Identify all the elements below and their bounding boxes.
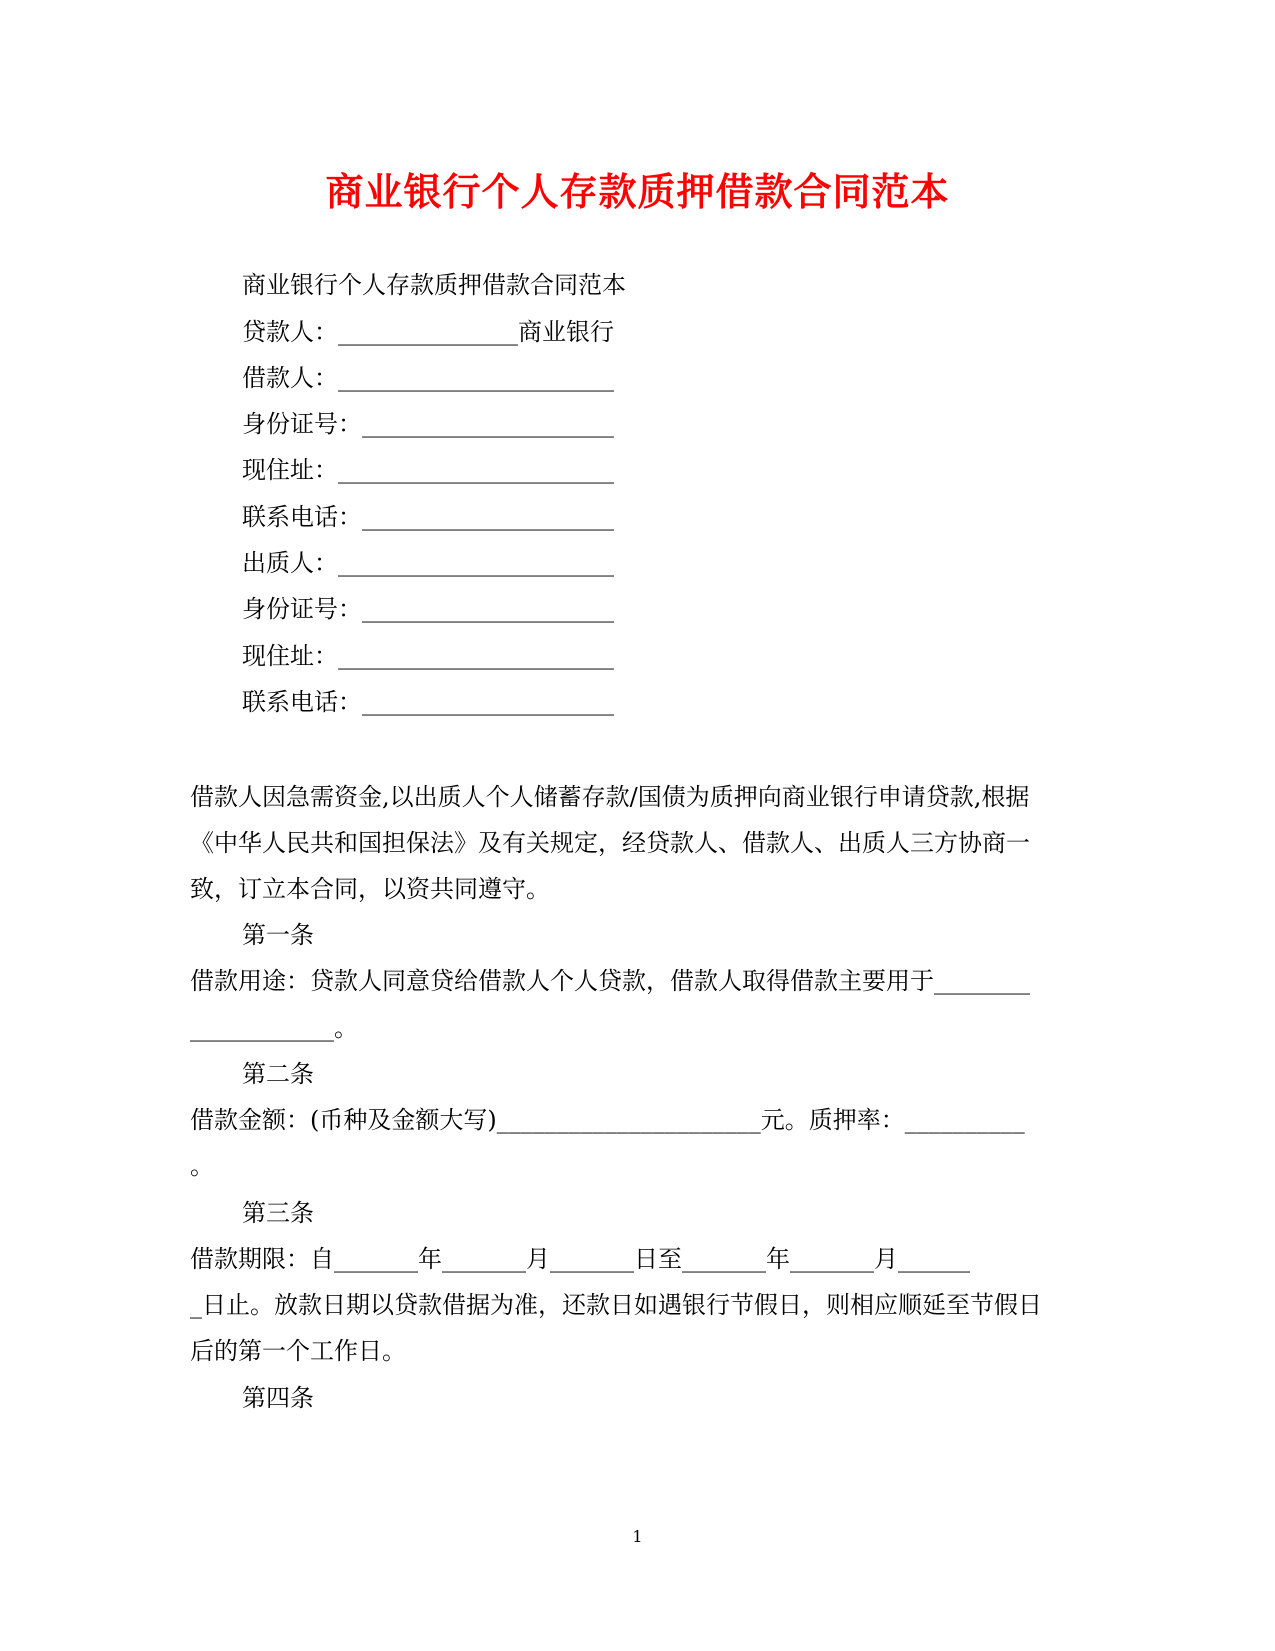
paragraph-line: 借款人因急需资金,以出质人个人储蓄存款/国债为质押向商业银行申请贷款,根据 — [190, 783, 1030, 811]
article-heading: 第四条 — [242, 1384, 314, 1412]
party-line: 联系电话：_____________________ — [242, 503, 614, 531]
party-line: 商业银行个人存款质押借款合同范本 — [242, 271, 626, 299]
article-heading: 第二条 — [242, 1060, 314, 1088]
party-line: 现住址：_______________________ — [242, 456, 614, 484]
party-line: 身份证号：_____________________ — [242, 410, 614, 438]
article-line: 借款期限：自_______年_______月_______日至_______年_______月______ — [190, 1245, 970, 1273]
page-number: 1 — [632, 1527, 643, 1546]
article-line: ____________。 — [190, 1014, 358, 1042]
party-line: 现住址：_______________________ — [242, 642, 614, 670]
party-line: 借款人：_______________________ — [242, 364, 614, 392]
article-heading: 第三条 — [242, 1199, 314, 1227]
party-line: 贷款人：_______________商业银行 — [242, 318, 614, 346]
party-line: 出质人：_______________________ — [242, 549, 614, 577]
article-line: _日止。放款日期以贷款借据为准，还款日如遇银行节假日，则相应顺延至节假日 — [190, 1291, 1042, 1319]
article-line: 后的第一个工作日。 — [190, 1337, 406, 1365]
article-line: 借款金额：(币种及金额大写)______________________元。质押率：__________ — [190, 1106, 1025, 1134]
article-line: 。 — [190, 1152, 214, 1180]
document-title: 商业银行个人存款质押借款合同范本 — [325, 169, 950, 214]
paragraph-line: 致，订立本合同，以资共同遵守。 — [190, 875, 550, 903]
party-line: 联系电话：_____________________ — [242, 688, 614, 716]
party-line: 身份证号：_____________________ — [242, 595, 614, 623]
article-line: 借款用途：贷款人同意贷给借款人个人贷款，借款人取得借款主要用于________ — [190, 967, 1030, 995]
paragraph-line: 《中华人民共和国担保法》及有关规定，经贷款人、借款人、出质人三方协商一 — [190, 829, 1030, 857]
article-heading: 第一条 — [242, 921, 314, 949]
